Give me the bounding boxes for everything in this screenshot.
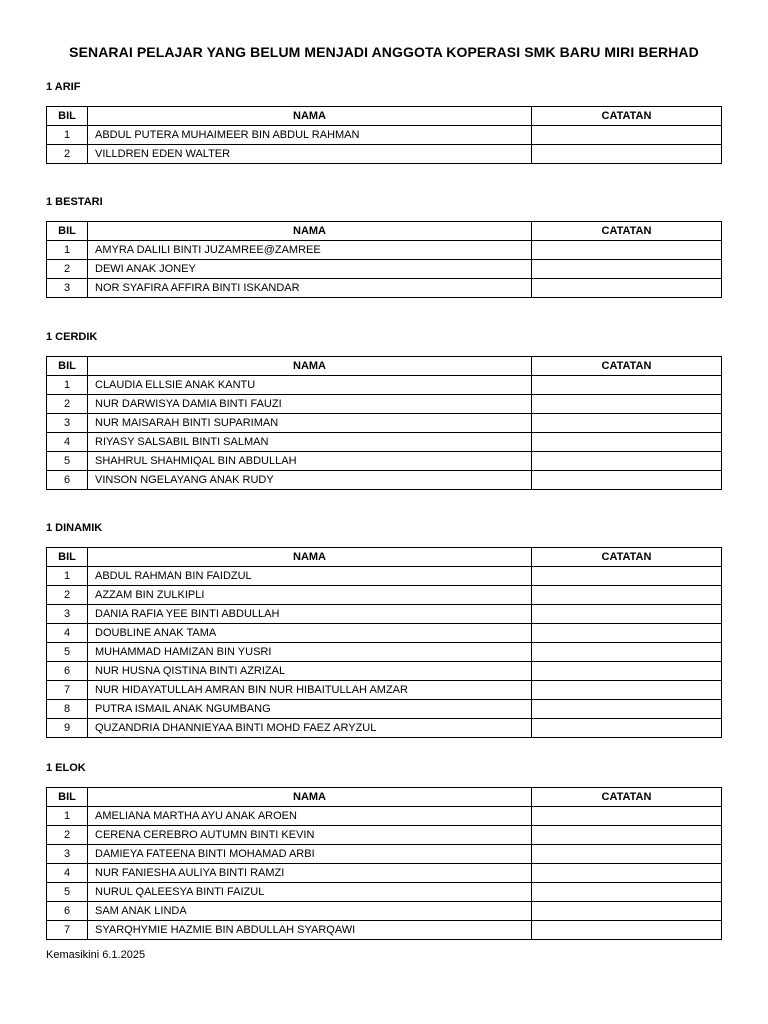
note-cell: [532, 567, 722, 586]
row-number: 2: [47, 586, 88, 605]
table-row: [47, 921, 722, 940]
table-row: [47, 807, 722, 826]
student-name: VILLDREN EDEN WALTER: [88, 145, 532, 164]
table-row: [47, 126, 722, 145]
student-name: DOUBLINE ANAK TAMA: [88, 624, 532, 643]
student-name: AMYRA DALILI BINTI JUZAMREE@ZAMREE: [88, 241, 532, 260]
note-cell: [532, 845, 722, 864]
row-number: 1: [47, 126, 88, 145]
note-cell: [532, 921, 722, 940]
row-number: 5: [47, 883, 88, 902]
row-number: 1: [47, 807, 88, 826]
student-table: [46, 356, 722, 490]
note-cell: [532, 681, 722, 700]
table-row: [47, 700, 722, 719]
table-row: [47, 662, 722, 681]
student-name: DANIA RAFIA YEE BINTI ABDULLAH: [88, 605, 532, 624]
note-cell: [532, 126, 722, 145]
class-label: 1 ARIF: [46, 81, 81, 93]
student-table: [46, 106, 722, 164]
row-number: 7: [47, 681, 88, 700]
header-catatan: CATATAN: [532, 548, 722, 567]
header-catatan: CATATAN: [532, 222, 722, 241]
note-cell: [532, 700, 722, 719]
class-label: 1 BESTARI: [46, 196, 103, 208]
header-catatan: CATATAN: [532, 788, 722, 807]
row-number: 6: [47, 471, 88, 490]
class-label: 1 ELOK: [46, 762, 86, 774]
header-bil: BIL: [47, 222, 88, 241]
header-nama: NAMA: [88, 107, 532, 126]
table-row: [47, 260, 722, 279]
note-cell: [532, 452, 722, 471]
table-row: [47, 433, 722, 452]
note-cell: [532, 471, 722, 490]
row-number: 5: [47, 643, 88, 662]
note-cell: [532, 241, 722, 260]
student-name: NOR SYAFIRA AFFIRA BINTI ISKANDAR: [88, 279, 532, 298]
row-number: 1: [47, 241, 88, 260]
header-catatan: CATATAN: [532, 357, 722, 376]
student-name: DAMIEYA FATEENA BINTI MOHAMAD ARBI: [88, 845, 532, 864]
header-bil: BIL: [47, 788, 88, 807]
note-cell: [532, 662, 722, 681]
student-name: NUR FANIESHA AULIYA BINTI RAMZI: [88, 864, 532, 883]
row-number: 3: [47, 845, 88, 864]
table-row: [47, 279, 722, 298]
table-row: [47, 883, 722, 902]
student-name: QUZANDRIA DHANNIEYAA BINTI MOHD FAEZ ARYZUL: [88, 719, 532, 738]
table-row: [47, 902, 722, 921]
note-cell: [532, 433, 722, 452]
table-row: [47, 471, 722, 490]
note-cell: [532, 279, 722, 298]
row-number: 2: [47, 260, 88, 279]
table-header-row: [47, 548, 722, 567]
note-cell: [532, 414, 722, 433]
student-name: DEWI ANAK JONEY: [88, 260, 532, 279]
student-name: RIYASY SALSABIL BINTI SALMAN: [88, 433, 532, 452]
row-number: 4: [47, 864, 88, 883]
row-number: 5: [47, 452, 88, 471]
note-cell: [532, 826, 722, 845]
header-catatan: CATATAN: [532, 107, 722, 126]
note-cell: [532, 883, 722, 902]
table-row: [47, 395, 722, 414]
student-name: SHAHRUL SHAHMIQAL BIN ABDULLAH: [88, 452, 532, 471]
note-cell: [532, 260, 722, 279]
row-number: 2: [47, 826, 88, 845]
table-row: [47, 864, 722, 883]
row-number: 3: [47, 605, 88, 624]
class-label: 1 CERDIK: [46, 331, 98, 343]
row-number: 2: [47, 145, 88, 164]
header-nama: NAMA: [88, 788, 532, 807]
row-number: 6: [47, 662, 88, 681]
note-cell: [532, 376, 722, 395]
student-name: NUR HIDAYATULLAH AMRAN BIN NUR HIBAITULLAH AMZAR: [88, 681, 532, 700]
table-row: [47, 681, 722, 700]
row-number: 3: [47, 279, 88, 298]
student-name: NUR HUSNA QISTINA BINTI AZRIZAL: [88, 662, 532, 681]
row-number: 6: [47, 902, 88, 921]
student-table: [46, 547, 722, 738]
last-updated-note: Kemasikini 6.1.2025: [46, 949, 146, 961]
header-bil: BIL: [47, 548, 88, 567]
row-number: 8: [47, 700, 88, 719]
student-name: MUHAMMAD HAMIZAN BIN YUSRI: [88, 643, 532, 662]
student-table: [46, 221, 722, 298]
table-row: [47, 241, 722, 260]
header-nama: NAMA: [88, 222, 532, 241]
table-row: [47, 376, 722, 395]
student-name: PUTRA ISMAIL ANAK NGUMBANG: [88, 700, 532, 719]
student-table: [46, 787, 722, 940]
table-row: [47, 452, 722, 471]
student-name: NUR MAISARAH BINTI SUPARIMAN: [88, 414, 532, 433]
student-name: ABDUL PUTERA MUHAIMEER BIN ABDUL RAHMAN: [88, 126, 532, 145]
header-nama: NAMA: [88, 357, 532, 376]
table-row: [47, 826, 722, 845]
row-number: 4: [47, 624, 88, 643]
note-cell: [532, 902, 722, 921]
note-cell: [532, 395, 722, 414]
header-bil: BIL: [47, 357, 88, 376]
student-name: AMELIANA MARTHA AYU ANAK AROEN: [88, 807, 532, 826]
table-row: [47, 586, 722, 605]
table-row: [47, 643, 722, 662]
header-nama: NAMA: [88, 548, 532, 567]
student-name: VINSON NGELAYANG ANAK RUDY: [88, 471, 532, 490]
row-number: 3: [47, 414, 88, 433]
student-name: NUR DARWISYA DAMIA BINTI FAUZI: [88, 395, 532, 414]
row-number: 9: [47, 719, 88, 738]
student-name: ABDUL RAHMAN BIN FAIDZUL: [88, 567, 532, 586]
page-title: SENARAI PELAJAR YANG BELUM MENJADI ANGGOTA KOPERASI SMK BARU MIRI BERHAD: [69, 44, 699, 60]
header-bil: BIL: [47, 107, 88, 126]
row-number: 4: [47, 433, 88, 452]
row-number: 1: [47, 376, 88, 395]
table-row: [47, 145, 722, 164]
table-row: [47, 624, 722, 643]
note-cell: [532, 719, 722, 738]
class-section: [46, 521, 721, 738]
table-header-row: [47, 107, 722, 126]
table-row: [47, 845, 722, 864]
table-row: [47, 719, 722, 738]
student-name: AZZAM BIN ZULKIPLI: [88, 586, 532, 605]
note-cell: [532, 643, 722, 662]
table-row: [47, 414, 722, 433]
student-name: CLAUDIA ELLSIE ANAK KANTU: [88, 376, 532, 395]
class-section: [46, 330, 721, 490]
note-cell: [532, 864, 722, 883]
class-section: [46, 80, 721, 164]
note-cell: [532, 624, 722, 643]
table-header-row: [47, 788, 722, 807]
note-cell: [532, 145, 722, 164]
table-header-row: [47, 222, 722, 241]
class-section: [46, 195, 721, 298]
student-name: SAM ANAK LINDA: [88, 902, 532, 921]
note-cell: [532, 605, 722, 624]
row-number: 1: [47, 567, 88, 586]
student-name: CERENA CEREBRO AUTUMN BINTI KEVIN: [88, 826, 532, 845]
table-header-row: [47, 357, 722, 376]
student-name: SYARQHYMIE HAZMIE BIN ABDULLAH SYARQAWI: [88, 921, 532, 940]
class-section: [46, 761, 721, 940]
note-cell: [532, 807, 722, 826]
table-row: [47, 605, 722, 624]
class-label: 1 DINAMIK: [46, 522, 103, 534]
row-number: 2: [47, 395, 88, 414]
student-name: NURUL QALEESYA BINTI FAIZUL: [88, 883, 532, 902]
table-row: [47, 567, 722, 586]
row-number: 7: [47, 921, 88, 940]
note-cell: [532, 586, 722, 605]
